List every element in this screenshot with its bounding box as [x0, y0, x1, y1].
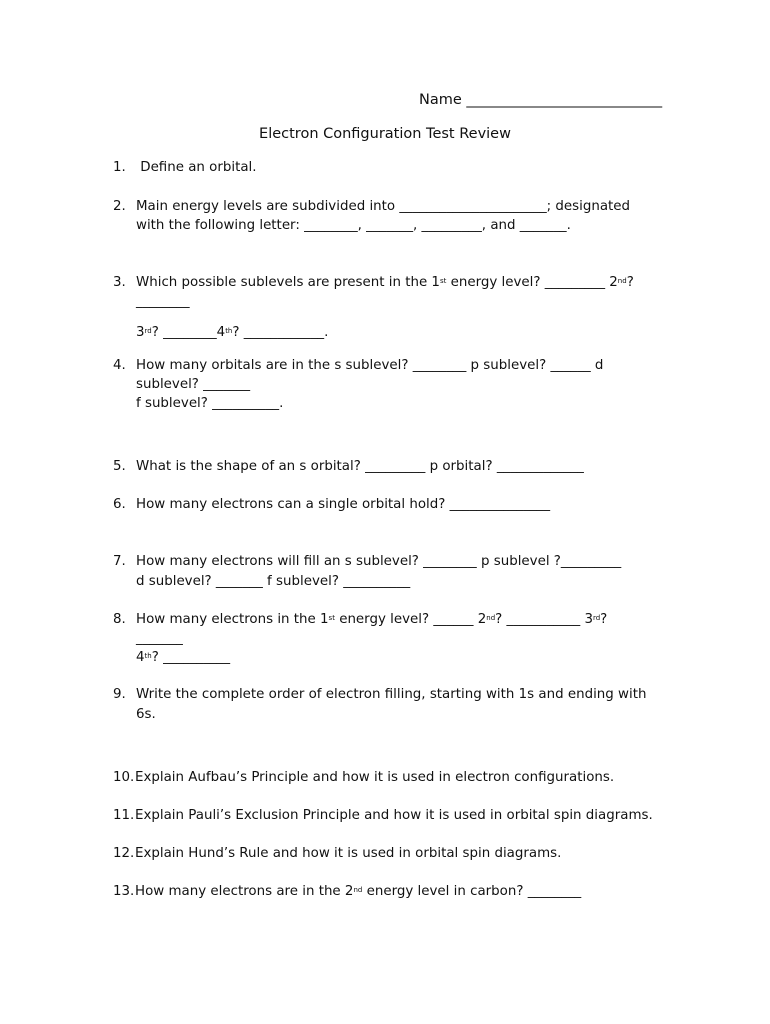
question-text: How many electrons are in the 2nd energy level in carbon? ________: [135, 884, 582, 899]
question-9: [113, 685, 646, 705]
question-6: [113, 495, 550, 515]
question-number: 2.: [113, 199, 126, 214]
question-number: 12.: [113, 846, 135, 861]
question-text: How many electrons can a single orbital hold? _______________: [136, 497, 551, 512]
question-text: Explain Pauli’s Exclusion Principle and how it is used in orbital spin diagrams.: [135, 808, 653, 823]
question-8-line-2: _______: [136, 631, 183, 646]
question-5: [113, 457, 584, 477]
question-4-line-2: sublevel? _______: [136, 377, 251, 392]
question-text: Explain Aufbau’s Principle and how it is used in electron configurations.: [135, 770, 615, 785]
question-3-line-3: 3rd? ________4th? ____________.: [136, 325, 329, 340]
question-7: [113, 552, 621, 572]
question-number: 7.: [113, 554, 126, 569]
question-number: 8.: [113, 612, 126, 627]
question-8-line-3: 4th? __________: [136, 650, 231, 665]
question-number: 11.: [113, 808, 135, 823]
question-4-line-3: f sublevel? __________.: [136, 396, 284, 411]
question-3: [113, 273, 634, 293]
question-number: 13.: [113, 884, 135, 899]
question-12: [113, 844, 561, 864]
question-number: 5.: [113, 459, 126, 474]
question-text: Main energy levels are subdivided into ______________________; designated: [136, 199, 631, 214]
question-number: 1.: [113, 160, 126, 175]
question-11: [113, 806, 653, 826]
question-8: [113, 610, 607, 630]
question-number: 4.: [113, 358, 126, 373]
question-text: How many orbitals are in the s sublevel? ________ p sublevel? ______ d: [136, 358, 604, 373]
question-number: 6.: [113, 497, 126, 512]
question-text: Define an orbital.: [136, 160, 257, 175]
question-4: [113, 356, 603, 376]
name-field-label: Name ___________________________: [419, 92, 663, 108]
question-text: Which possible sublevels are present in the 1st energy level? _________ 2nd?: [136, 275, 634, 290]
question-number: 9.: [113, 687, 126, 702]
question-text: How many electrons will fill an s sublevel? ________ p sublevel ?_________: [136, 554, 622, 569]
question-number: 3.: [113, 275, 126, 290]
question-text: What is the shape of an s orbital? _________ p orbital? _____________: [136, 459, 584, 474]
page-title: Electron Configuration Test Review: [259, 126, 511, 142]
question-3-line-2: ________: [136, 294, 190, 309]
question-9-line-2: 6s.: [136, 707, 156, 722]
question-1: [113, 158, 257, 178]
question-13: [113, 882, 581, 902]
question-number: 10.: [113, 770, 135, 785]
question-text: Write the complete order of electron filling, starting with 1s and ending with: [136, 687, 647, 702]
question-2: [113, 197, 630, 217]
question-text: Explain Hund’s Rule and how it is used in orbital spin diagrams.: [135, 846, 562, 861]
question-2-line-2: with the following letter: ________, _______, _________, and _______.: [136, 218, 571, 233]
question-10: [113, 768, 614, 788]
question-7-line-2: d sublevel? _______ f sublevel? __________: [136, 574, 411, 589]
question-text: How many electrons in the 1st energy level? ______ 2nd? ___________ 3rd?: [136, 612, 608, 627]
